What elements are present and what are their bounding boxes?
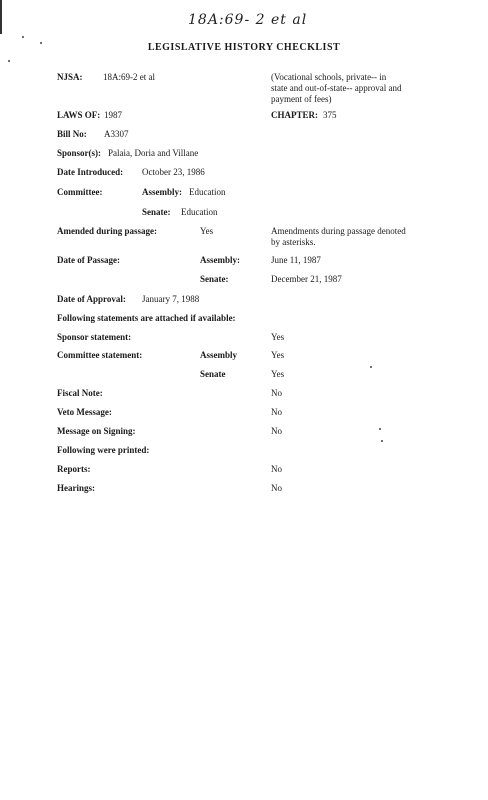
date-introduced-value: October 23, 1986 — [142, 167, 205, 177]
committee-senate-label: Senate: — [142, 207, 171, 217]
date-of-passage-label: Date of Passage: — [57, 255, 120, 265]
fiscal-note-value: No — [271, 388, 282, 398]
statements-header: Following statements are attached if available: — [57, 313, 236, 323]
committee-statement-senate-value: Yes — [271, 369, 285, 379]
page-title: LEGISLATIVE HISTORY CHECKLIST — [147, 42, 341, 53]
date-introduced-label: Date Introduced: — [57, 167, 124, 177]
amended-label: Amended during passage: — [57, 226, 158, 236]
message-on-signing-value: No — [271, 426, 282, 436]
amended-note-line: by asterisks. — [271, 237, 316, 247]
laws-of-label: LAWS OF: — [57, 110, 101, 120]
scan-speck — [8, 60, 10, 62]
veto-message-label: Veto Message: — [57, 407, 112, 417]
sponsor-statement-label: Sponsor statement: — [57, 332, 132, 342]
njsa-description-line: (Vocational schools, private-- in — [271, 72, 387, 82]
sponsors-label: Sponsor(s): — [57, 148, 102, 158]
scan-speck — [379, 428, 381, 430]
committee-assembly-value: Education — [189, 187, 226, 197]
committee-statement-label: Committee statement: — [57, 350, 143, 360]
committee-statement-senate-label: Senate — [200, 369, 226, 379]
committee-label: Committee: — [57, 187, 103, 197]
passage-assembly-label: Assembly: — [200, 255, 240, 265]
date-of-approval-value: January 7, 1988 — [142, 294, 200, 304]
printed-header: Following were printed: — [57, 445, 150, 455]
reports-value: No — [271, 464, 282, 474]
bill-no-label: Bill No: — [57, 129, 87, 139]
njsa-description-line: state and out-of-state-- approval and — [271, 83, 402, 93]
handwritten-note: 18A:69- 2 et al — [188, 12, 308, 28]
committee-statement-assembly-label: Assembly — [200, 350, 238, 360]
scan-speck — [381, 440, 383, 442]
hearings-label: Hearings: — [57, 483, 95, 493]
njsa-label: NJSA: — [57, 72, 83, 82]
sponsors-value: Palaia, Doria and Villane — [108, 148, 199, 158]
scan-edge-mark — [0, 0, 2, 34]
njsa-description-line: payment of fees) — [271, 94, 332, 104]
date-of-approval-label: Date of Approval: — [57, 294, 126, 304]
sponsor-statement-value: Yes — [271, 332, 285, 342]
scan-speck — [22, 36, 24, 38]
bill-no-value: A3307 — [104, 129, 129, 139]
chapter-label: CHAPTER: — [271, 110, 318, 120]
chapter-value: 375 — [323, 110, 337, 120]
committee-statement-assembly-value: Yes — [271, 350, 285, 360]
njsa-value: 18A:69-2 et al — [103, 72, 155, 82]
amended-value: Yes — [200, 226, 214, 236]
passage-senate-value: December 21, 1987 — [271, 274, 342, 284]
amended-note-line: Amendments during passage denoted — [271, 226, 406, 236]
fiscal-note-label: Fiscal Note: — [57, 388, 103, 398]
passage-assembly-value: June 11, 1987 — [271, 255, 321, 265]
reports-label: Reports: — [57, 464, 91, 474]
committee-assembly-label: Assembly: — [142, 187, 182, 197]
committee-senate-value: Education — [181, 207, 218, 217]
hearings-value: No — [271, 483, 282, 493]
passage-senate-label: Senate: — [200, 274, 229, 284]
scan-speck — [370, 366, 372, 368]
message-on-signing-label: Message on Signing: — [57, 426, 136, 436]
veto-message-value: No — [271, 407, 282, 417]
laws-of-value: 1987 — [104, 110, 122, 120]
